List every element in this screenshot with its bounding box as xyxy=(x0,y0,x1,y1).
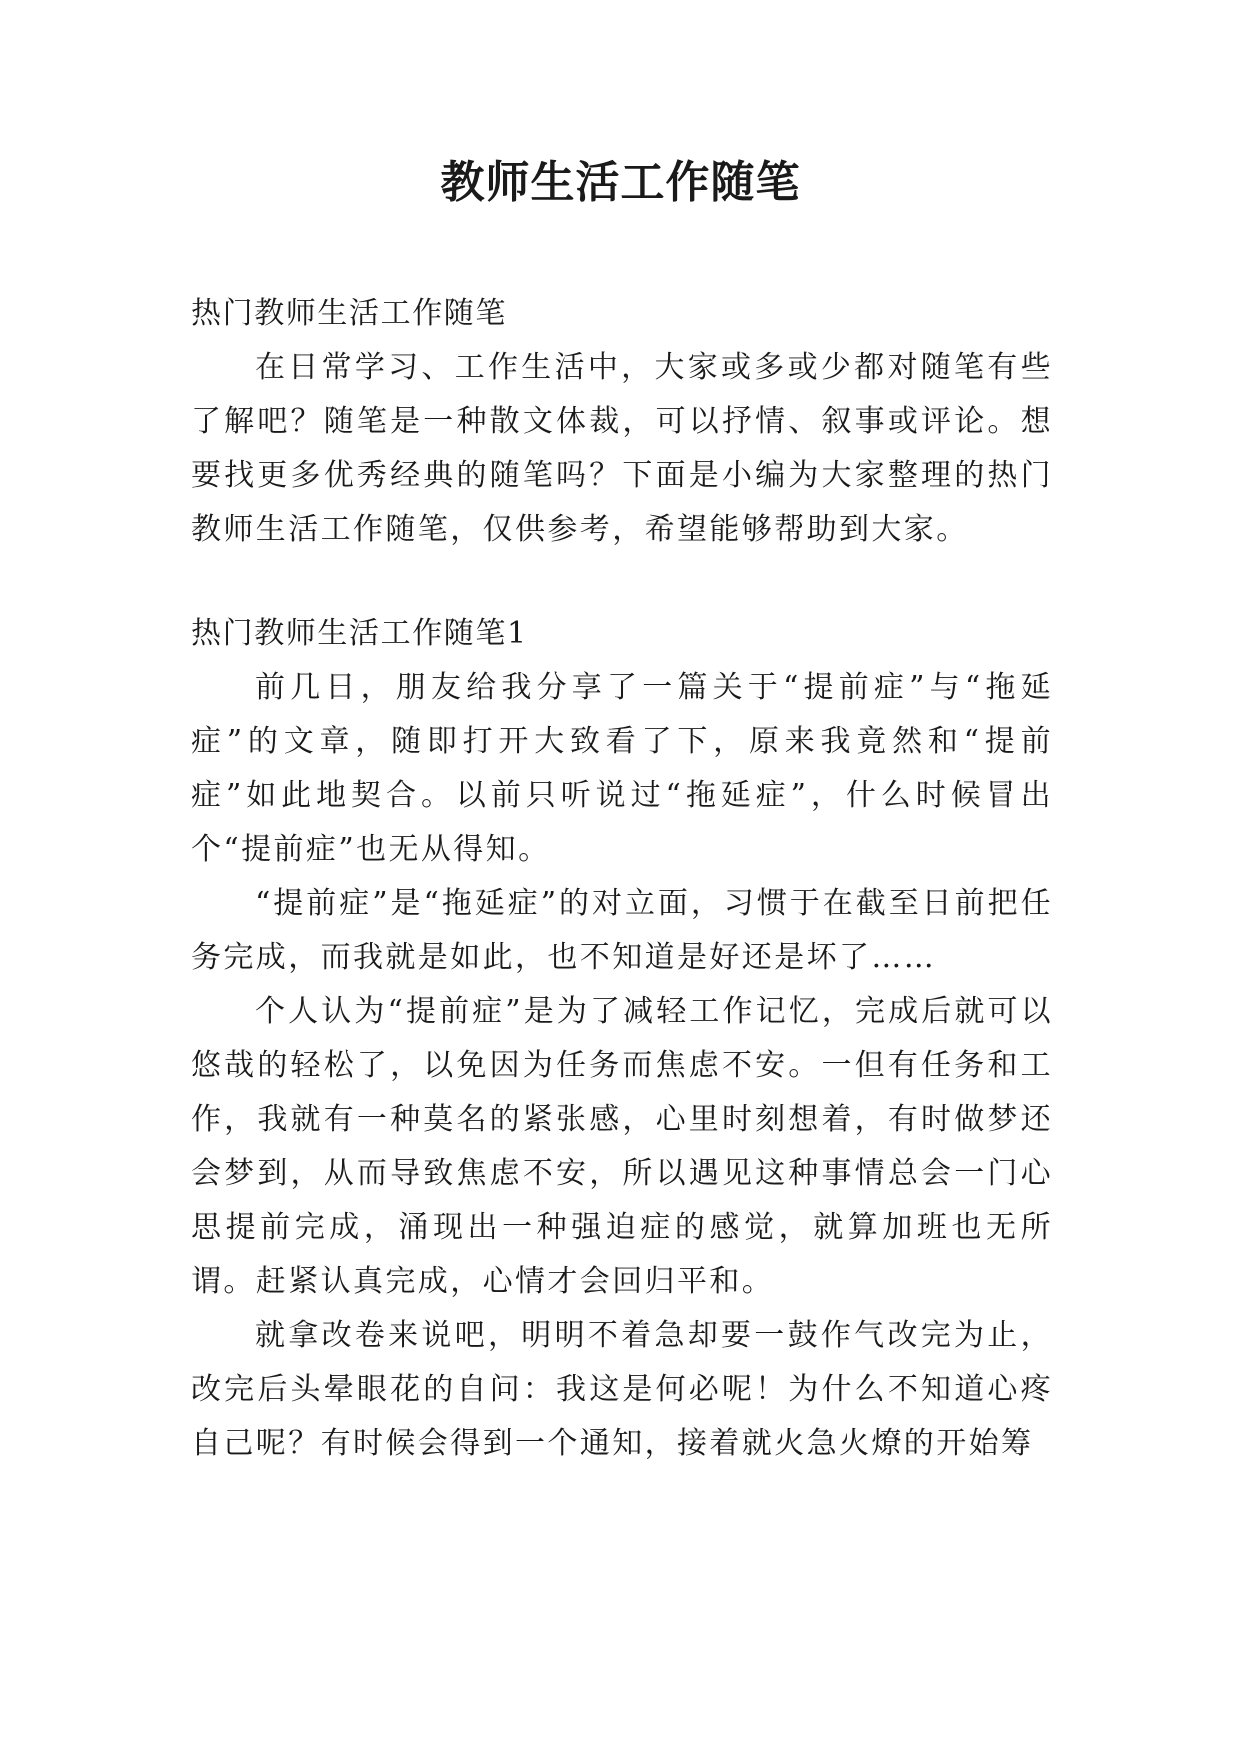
body-paragraph: “提前症”是“拖延症”的对立面，习惯于在截至日前把任务完成，而我就是如此，也不知道是好还是坏了…… xyxy=(191,886,1053,975)
document-title: 教师生活工作随笔 xyxy=(440,157,801,208)
body-paragraph: 前几日，朋友给我分享了一篇关于“提前症”与“拖延症”的文章，随即打开大致看了下，原来我竟然和“提前症”如此地契合。以前只听说过“拖延症”，什么时候冒出个“提前症”也无从得知。 xyxy=(191,670,1053,867)
body-paragraph: 个人认为“提前症”是为了减轻工作记忆，完成后就可以悠哉的轻松了，以免因为任务而焦虑不安。一但有任务和工作，我就有一种莫名的紧张感，心里时刻想着，有时做梦还会梦到，从而导致焦虑不安，所以遇见这种事情总会一门心思提前完成，涌现出一种强迫症的感觉，就算加班也无所谓。赶紧认真完成，心情才会回归平和。 xyxy=(191,994,1053,1299)
section-heading: 热门教师生活工作随笔1 xyxy=(191,616,528,651)
intro-paragraph: 在日常学习、工作生活中，大家或多或少都对随笔有些了解吧？随笔是一种散文体裁，可以抒情、叙事或评论。想要找更多优秀经典的随笔吗？下面是小编为大家整理的热门教师生活工作随笔，仅供参考，希望能够帮助到大家。 xyxy=(191,350,1053,547)
subtitle: 热门教师生活工作随笔 xyxy=(191,296,507,331)
section-gap xyxy=(191,557,1053,607)
document-body xyxy=(191,287,1053,1471)
body-paragraph: 就拿改卷来说吧，明明不着急却要一鼓作气改完为止，改完后头晕眼花的自问：我这是何必呢！为什么不知道心疼自己呢？有时候会得到一个通知，接着就火急火燎的开始筹 xyxy=(191,1318,1053,1461)
